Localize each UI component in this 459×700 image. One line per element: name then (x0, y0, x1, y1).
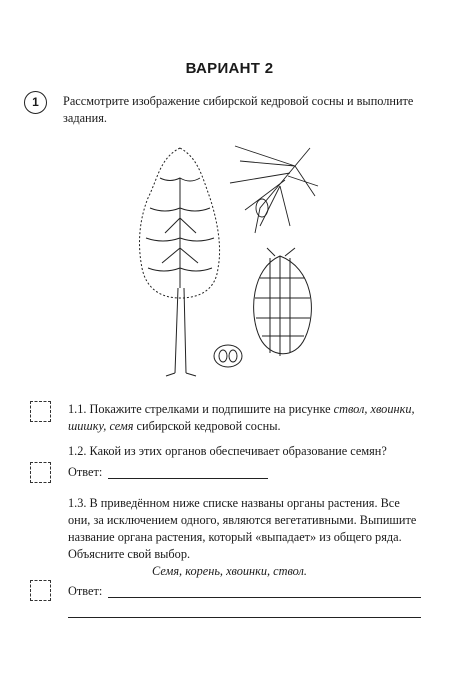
seed-drawing (214, 345, 242, 367)
answer-label-1-3: Ответ: (68, 584, 103, 598)
answer-line-1-2[interactable] (108, 478, 268, 479)
variant-title: ВАРИАНТ 2 (185, 60, 274, 77)
question-italic-terms: ствол, хвоинки, шишку, семя (68, 402, 415, 433)
organ-list: Семя, корень, хвоинки, ствол. (152, 564, 307, 578)
answer-label-1-2: Ответ: (68, 465, 103, 479)
question-text: Какой из этих органов обеспечивает образование семян? (89, 444, 387, 458)
score-box-3[interactable] (30, 580, 51, 601)
answer-line-1-3b[interactable] (68, 617, 421, 618)
question-number: 1.1. (68, 402, 87, 416)
score-box-1[interactable] (30, 401, 51, 422)
score-box-2[interactable] (30, 462, 51, 483)
question-1-3 (68, 495, 420, 563)
question-number: 1.2. (68, 444, 87, 458)
task-number-badge: 1 (24, 91, 47, 114)
answer-line-1-3a[interactable] (108, 597, 421, 598)
question-number: 1.3. (68, 496, 87, 510)
task-intro-text: Рассмотрите изображение сибирской кедровой сосны и выполните задания. (63, 94, 414, 125)
branch-drawing (230, 146, 318, 233)
question-text: Покажите стрелками и подпишите на рисунке (89, 402, 334, 416)
question-text-end: сибирской кедровой сосны. (133, 419, 281, 433)
tree-drawing (140, 148, 220, 376)
question-1-1 (68, 401, 423, 435)
cone-drawing (254, 248, 312, 356)
question-1-2 (68, 443, 423, 460)
pine-illustration (120, 138, 340, 378)
question-text: В приведённом ниже списке названы органы растения. Все они, за исключением одного, являются вегетативными. Выпишите название органа растения, который «выпадает» из общего ряда. Объясните свой выбор. (68, 496, 417, 561)
